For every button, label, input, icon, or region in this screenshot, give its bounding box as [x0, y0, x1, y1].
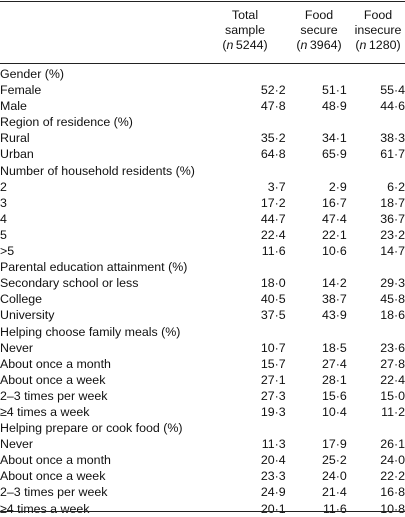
value-total-sample: 20·4	[260, 453, 286, 468]
value-total-sample: 35·2	[260, 131, 286, 146]
value-food-secure	[286, 420, 347, 436]
value-food-insecure: 26·1	[380, 437, 405, 452]
value-total-sample: 22·4	[260, 227, 286, 242]
value-total-sample: 40·5	[260, 292, 286, 307]
table-group-row	[0, 324, 405, 340]
value-total-sample: 11·6	[261, 244, 286, 259]
value-food-insecure: 23·2	[380, 227, 405, 242]
column-header-line: secure	[300, 23, 338, 37]
row-label: ≥4 times a week	[0, 404, 90, 419]
table-group-row	[0, 259, 405, 275]
column-header-line: Food	[304, 8, 334, 22]
value-food-insecure: 24·0	[380, 453, 405, 468]
value-food-secure: 28·1	[322, 372, 347, 387]
row-label: About once a month	[0, 356, 111, 371]
n-symbol: n	[226, 38, 234, 52]
value-food-insecure	[347, 66, 405, 82]
value-food-secure: 21·4	[322, 485, 347, 500]
value-total-sample: 10·7	[260, 340, 286, 355]
bottom-rule	[0, 511, 405, 512]
value-food-insecure: 11·2	[381, 404, 405, 419]
value-total-sample	[209, 66, 286, 82]
value-food-secure: 24·0	[322, 469, 347, 484]
column-header-n: (n 1280)	[355, 38, 401, 52]
header-rule	[0, 63, 405, 64]
n-value: 5244	[235, 38, 264, 52]
value-food-insecure: 16·8	[380, 485, 405, 500]
row-label: Female	[0, 83, 42, 98]
value-total-sample: 11·3	[261, 437, 286, 452]
table-row	[0, 98, 405, 114]
n-symbol: n	[359, 38, 367, 52]
value-total-sample	[209, 259, 286, 275]
value-food-secure: 17·9	[322, 437, 347, 452]
value-food-insecure: 23·6	[380, 340, 405, 355]
value-food-insecure: 61·7	[380, 147, 405, 162]
value-food-secure: 47·4	[322, 211, 347, 226]
group-label: Number of household residents (%)	[0, 163, 195, 178]
value-total-sample: 19·3	[260, 404, 286, 419]
table-row	[0, 436, 405, 452]
row-label: Urban	[0, 147, 34, 162]
column-header-food-secure	[287, 8, 351, 53]
table-row	[0, 291, 405, 307]
value-food-secure: 10·6	[322, 244, 347, 259]
column-header-line: Food	[363, 8, 393, 22]
value-food-secure: 15·6	[322, 388, 347, 403]
value-food-insecure: 27·8	[380, 356, 405, 371]
row-label: >5	[0, 244, 15, 259]
column-header-n: (n 3964)	[296, 38, 342, 52]
top-rule	[0, 1, 405, 2]
group-label: Parental education attainment (%)	[0, 260, 188, 275]
value-food-secure	[286, 66, 347, 82]
value-food-insecure: 38·3	[380, 131, 405, 146]
n-value: 3964	[309, 38, 338, 52]
value-food-insecure: 55·4	[380, 83, 405, 98]
value-total-sample: 24·9	[260, 485, 286, 500]
value-food-insecure: 44·6	[380, 99, 405, 114]
row-label: 2–3 times per week	[0, 485, 108, 500]
row-label: 5	[0, 227, 7, 242]
value-food-secure: 10·4	[322, 404, 347, 419]
data-table	[0, 66, 405, 517]
value-food-secure: 34·1	[322, 131, 347, 146]
table-group-row	[0, 114, 405, 130]
table-row	[0, 404, 405, 420]
row-label: University	[0, 308, 55, 323]
value-food-secure: 16·7	[322, 195, 347, 210]
value-food-insecure	[347, 114, 405, 130]
column-header-food-insecure	[350, 8, 405, 53]
value-total-sample: 64·8	[260, 147, 286, 162]
value-food-secure: 18·5	[322, 340, 347, 355]
value-total-sample: 23·3	[260, 469, 286, 484]
group-label: Gender (%)	[0, 67, 65, 81]
value-total-sample	[209, 114, 286, 130]
value-food-secure: 14·2	[322, 276, 347, 291]
table-group-row	[0, 420, 405, 436]
value-food-secure: 65·9	[322, 147, 347, 162]
value-food-insecure	[347, 259, 405, 275]
value-total-sample: 15·7	[260, 356, 286, 371]
value-food-insecure: 14·7	[380, 244, 405, 259]
table-body	[0, 66, 405, 517]
table-row	[0, 484, 405, 500]
value-food-secure	[286, 163, 347, 179]
value-total-sample: 44·7	[260, 211, 286, 226]
value-total-sample	[209, 420, 286, 436]
value-food-secure: 48·9	[322, 99, 347, 114]
row-label: About once a week	[0, 372, 106, 387]
value-food-insecure: 6·2	[387, 179, 405, 194]
value-food-insecure: 22·2	[380, 469, 405, 484]
table-row	[0, 227, 405, 243]
row-label: Secondary school or less	[0, 276, 139, 291]
value-food-insecure: 22·4	[380, 372, 405, 387]
table-row	[0, 275, 405, 291]
table-row	[0, 130, 405, 146]
table-row	[0, 340, 405, 356]
value-food-secure	[286, 324, 347, 340]
value-food-secure: 22·1	[322, 227, 347, 242]
table-row	[0, 388, 405, 404]
table-row	[0, 501, 405, 517]
table-row	[0, 195, 405, 211]
value-food-insecure: 29·3	[380, 276, 405, 291]
row-label: 3	[0, 195, 7, 210]
value-food-secure: 25·2	[322, 453, 347, 468]
value-food-secure: 2·9	[328, 179, 347, 194]
value-food-secure: 11·6	[322, 501, 347, 516]
row-label: About once a week	[0, 469, 106, 484]
row-label: 2	[0, 179, 7, 194]
row-label: 2–3 times per week	[0, 388, 108, 403]
value-total-sample: 20·1	[260, 501, 286, 516]
row-label: 4	[0, 211, 7, 226]
table-row	[0, 211, 405, 227]
column-header-total-sample	[210, 8, 280, 53]
row-label: ≥4 times a week	[0, 501, 90, 516]
table-row	[0, 146, 405, 162]
group-label: Helping prepare or cook food (%)	[0, 421, 183, 436]
table-group-row	[0, 66, 405, 82]
value-food-insecure	[347, 163, 405, 179]
table-row	[0, 82, 405, 98]
table-row	[0, 468, 405, 484]
row-label: About once a month	[0, 453, 111, 468]
value-total-sample	[209, 324, 286, 340]
table-group-row	[0, 163, 405, 179]
value-food-secure	[286, 114, 347, 130]
value-food-insecure: 45·8	[380, 292, 405, 307]
group-label: Region of residence (%)	[0, 115, 133, 130]
value-food-insecure: 18·6	[380, 308, 405, 323]
column-header-line: insecure	[354, 23, 402, 37]
column-header-line: sample	[225, 23, 265, 37]
value-food-secure: 51·1	[322, 83, 347, 98]
value-food-insecure	[347, 420, 405, 436]
table-row	[0, 243, 405, 259]
value-food-insecure	[347, 324, 405, 340]
value-food-secure: 43·9	[322, 308, 347, 323]
value-total-sample	[209, 163, 286, 179]
row-label: Never	[0, 340, 34, 355]
n-symbol: n	[300, 38, 308, 52]
value-food-insecure: 36·7	[380, 211, 405, 226]
row-label: College	[0, 292, 43, 307]
column-header-n: (n 5244)	[222, 38, 268, 52]
value-total-sample: 27·3	[260, 388, 286, 403]
value-food-secure: 27·4	[322, 356, 347, 371]
value-food-secure	[286, 259, 347, 275]
value-food-insecure: 18·7	[380, 195, 405, 210]
value-total-sample: 27·1	[260, 372, 286, 387]
value-total-sample: 47·8	[260, 99, 286, 114]
table-row	[0, 307, 405, 323]
value-total-sample: 3·7	[267, 179, 286, 194]
table-row	[0, 372, 405, 388]
value-food-insecure: 10·8	[380, 501, 405, 516]
value-food-secure: 38·7	[322, 292, 347, 307]
value-total-sample: 52·2	[260, 83, 286, 98]
table-row	[0, 356, 405, 372]
value-total-sample: 17·2	[260, 195, 286, 210]
row-label: Male	[0, 99, 27, 114]
column-header-line: Total	[231, 8, 259, 22]
group-label: Helping choose family meals (%)	[0, 324, 181, 339]
row-label: Never	[0, 437, 34, 452]
table-row	[0, 452, 405, 468]
value-total-sample: 37·5	[260, 308, 286, 323]
n-value: 1280	[368, 38, 397, 52]
value-food-insecure: 15·0	[380, 388, 405, 403]
table-row	[0, 179, 405, 195]
value-total-sample: 18·0	[260, 276, 286, 291]
row-label: Rural	[0, 131, 30, 146]
